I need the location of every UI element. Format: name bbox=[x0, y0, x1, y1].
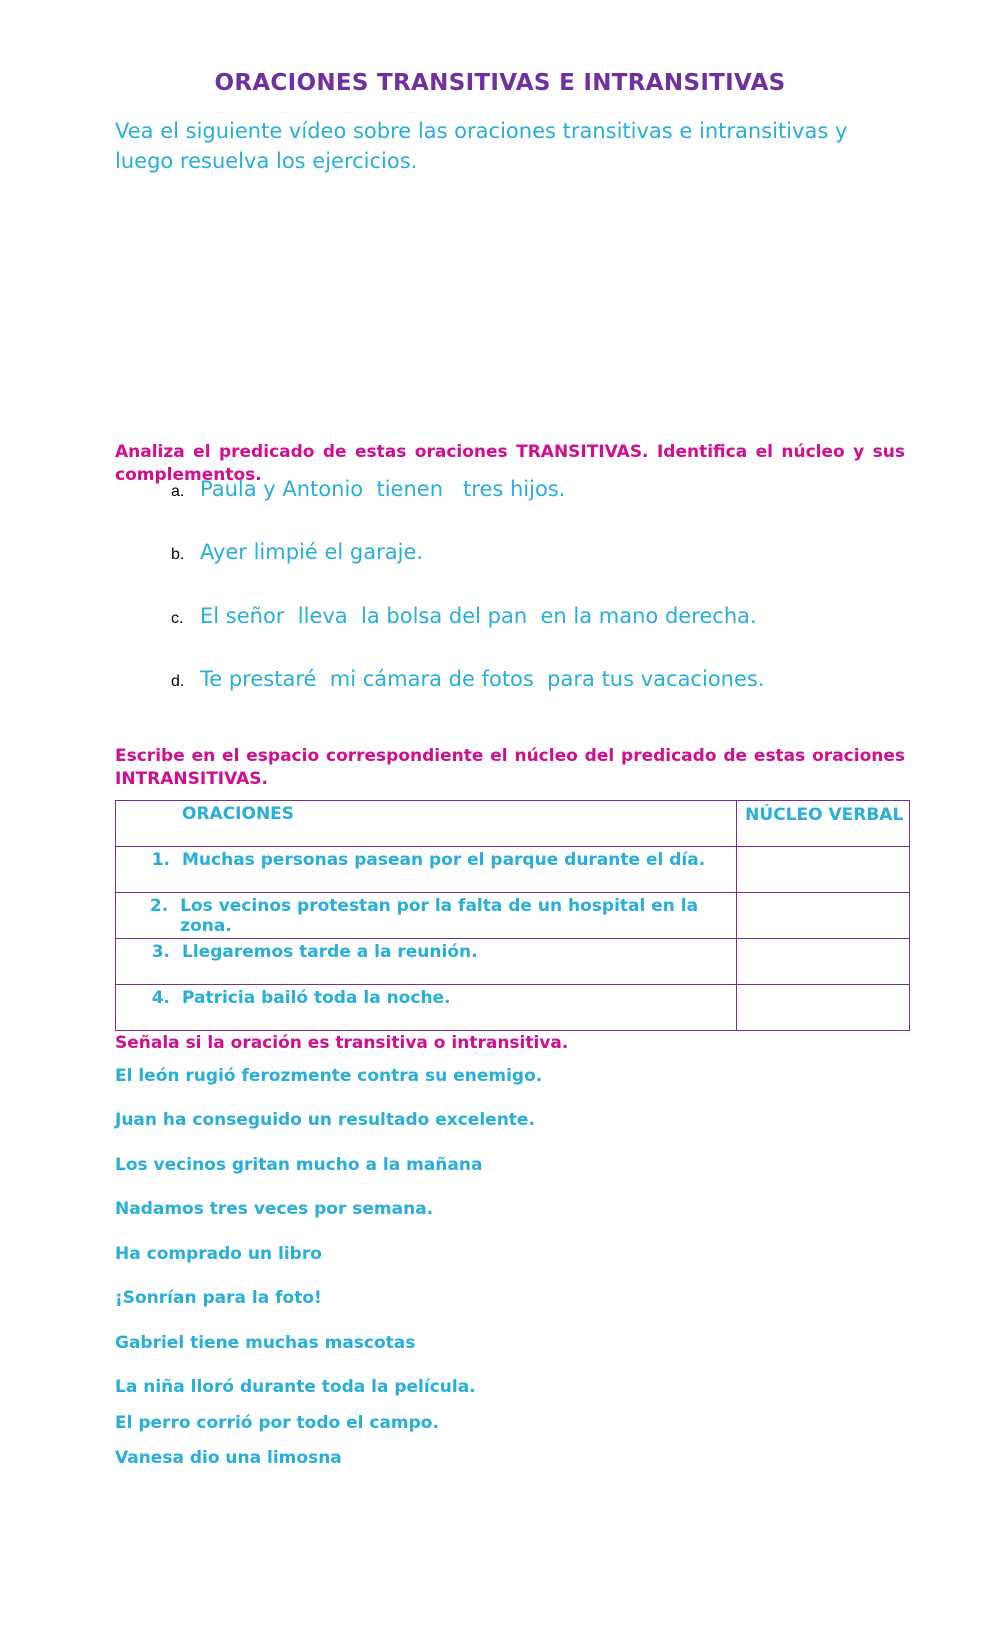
classify-sentence: Juan ha conseguido un resultado excelente. bbox=[115, 1110, 535, 1130]
table-header-row bbox=[116, 801, 910, 847]
row-number: 3. bbox=[151, 942, 170, 962]
answer-cell[interactable] bbox=[737, 939, 910, 985]
header-oraciones: ORACIONES bbox=[182, 804, 295, 824]
row-number: 1. bbox=[151, 850, 170, 870]
classify-sentence: El león rugió ferozmente contra su enemigo. bbox=[115, 1066, 543, 1086]
classify-sentence: ¡Sonrían para la foto! bbox=[115, 1288, 322, 1308]
row-sentence: Muchas personas pasean por el parque durante el día. bbox=[182, 850, 706, 870]
list-marker: b. bbox=[171, 546, 185, 563]
intro-text: Vea el siguiente vídeo sobre las oraciones transitivas e intransitivas y luego resuelva los ejercicios. bbox=[115, 119, 848, 173]
section1-instruction: Analiza el predicado de estas oraciones TRANSITIVAS. Identifica el núcleo y sus complementos. bbox=[115, 442, 905, 485]
section3-instruction: Señala si la oración es transitiva o intransitiva. bbox=[115, 1033, 569, 1053]
list-item bbox=[171, 667, 765, 691]
intransitive-table bbox=[115, 800, 910, 1031]
row-number: 4. bbox=[151, 988, 170, 1008]
row-sentence: Patricia bailó toda la noche. bbox=[182, 988, 451, 1008]
answer-cell[interactable] bbox=[737, 893, 910, 939]
list-marker: d. bbox=[171, 673, 185, 690]
classify-sentence: Los vecinos gritan mucho a la mañana bbox=[115, 1155, 483, 1175]
row-sentence: Llegaremos tarde a la reunión. bbox=[182, 942, 478, 962]
header-nucleo-verbal: NÚCLEO VERBAL bbox=[745, 805, 904, 825]
table-row bbox=[116, 939, 910, 985]
sentence-text: Te prestaré mi cámara de fotos para tus vacaciones. bbox=[200, 667, 765, 691]
page-title: ORACIONES TRANSITIVAS E INTRANSITIVAS bbox=[214, 70, 786, 96]
table-row bbox=[116, 985, 910, 1031]
classify-sentence: Ha comprado un libro bbox=[115, 1244, 322, 1264]
list-item bbox=[171, 604, 757, 628]
answer-cell[interactable] bbox=[737, 847, 910, 893]
sentence-text: Ayer limpié el garaje. bbox=[200, 540, 424, 564]
list-item bbox=[171, 540, 423, 564]
sentence-text: El señor lleva la bolsa del pan en la mano derecha. bbox=[200, 604, 757, 628]
table-row bbox=[116, 847, 910, 893]
classify-sentence: La niña lloró durante toda la película. bbox=[115, 1377, 476, 1397]
list-marker: a. bbox=[171, 483, 185, 500]
list-marker: c. bbox=[171, 610, 184, 627]
answer-cell[interactable] bbox=[737, 985, 910, 1031]
list-item bbox=[171, 477, 565, 501]
classify-sentence: Nadamos tres veces por semana. bbox=[115, 1199, 434, 1219]
sentence-text: Paula y Antonio tienen tres hijos. bbox=[200, 477, 566, 501]
classify-sentence: El perro corrió por todo el campo. bbox=[115, 1413, 439, 1433]
classify-sentence: Vanesa dio una limosna bbox=[115, 1448, 342, 1468]
section2-instruction: Escribe en el espacio correspondiente el núcleo del predicado de estas oraciones INTRANSITIVAS. bbox=[115, 746, 905, 789]
row-number: 2. bbox=[149, 896, 169, 916]
row-sentence: Los vecinos protestan por la falta de un hospital en la zona. bbox=[180, 896, 699, 936]
table-row bbox=[116, 893, 910, 939]
classify-sentence: Gabriel tiene muchas mascotas bbox=[115, 1333, 416, 1353]
